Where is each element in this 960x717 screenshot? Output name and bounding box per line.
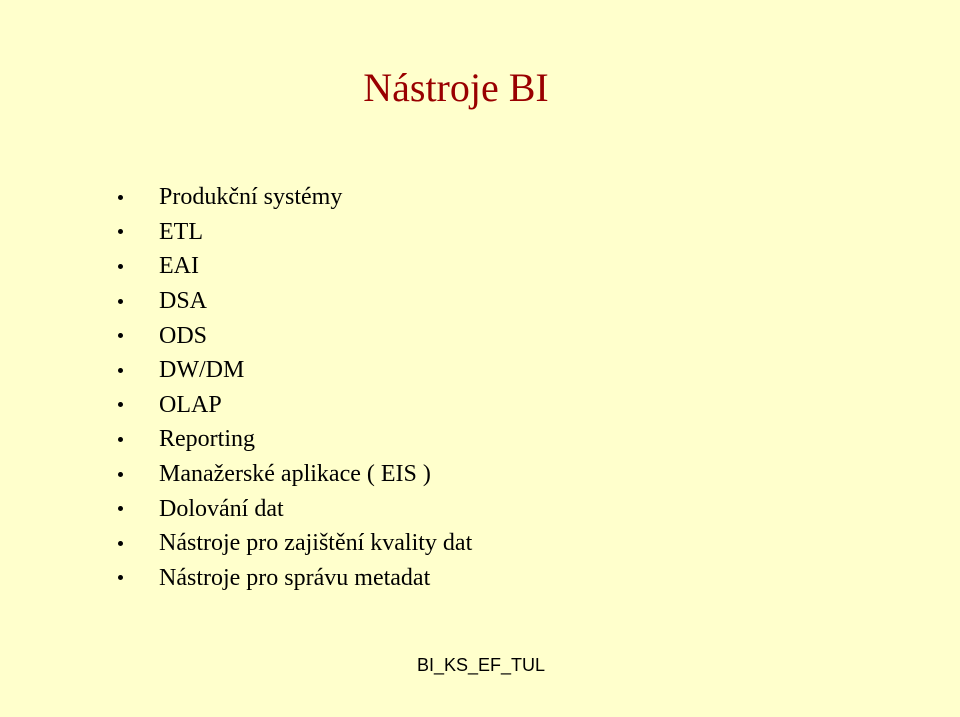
bullet-dot-icon <box>118 368 123 373</box>
bullet-label: OLAP <box>159 391 222 418</box>
bullet-item <box>118 284 472 319</box>
bullet-dot-icon <box>118 472 123 477</box>
bullet-dot-icon <box>118 299 123 304</box>
bullet-label: Nástroje pro správu metadat <box>159 564 431 591</box>
bullet-dot-icon <box>118 506 123 511</box>
bullet-dot-icon <box>118 229 123 234</box>
bullet-item <box>118 561 472 596</box>
bullet-dot-icon <box>118 575 123 580</box>
bullet-item <box>118 491 472 526</box>
bullet-label: Dolování dat <box>159 495 284 522</box>
bullet-dot-icon <box>118 402 123 407</box>
bullet-item <box>118 526 472 561</box>
bullet-item <box>118 457 472 492</box>
bullet-dot-icon <box>118 437 123 442</box>
bullet-item <box>118 249 472 284</box>
bullet-list <box>118 180 472 595</box>
bullet-item <box>118 422 472 457</box>
bullet-label: DW/DM <box>159 357 245 384</box>
bullet-item <box>118 180 472 215</box>
bullet-item <box>118 353 472 388</box>
bullet-label: Manažerské aplikace ( EIS ) <box>159 461 431 488</box>
bullet-label: ETL <box>159 218 203 245</box>
bullet-label: Produkční systémy <box>159 184 343 211</box>
bullet-dot-icon <box>118 333 123 338</box>
bullet-label: EAI <box>159 253 199 280</box>
bullet-dot-icon <box>118 195 123 200</box>
bullet-label: Reporting <box>159 426 255 453</box>
bullet-dot-icon <box>118 264 123 269</box>
bullet-item <box>118 215 472 250</box>
bullet-label: DSA <box>159 288 208 315</box>
bullet-label: ODS <box>159 322 208 349</box>
bullet-label: Nástroje pro zajištění kvality dat <box>159 530 473 557</box>
slide-footer: BI_KS_EF_TUL <box>417 655 546 675</box>
bullet-item <box>118 388 472 423</box>
bullet-item <box>118 318 472 353</box>
bullet-dot-icon <box>118 541 123 546</box>
slide-title: Nástroje BI <box>363 65 549 110</box>
